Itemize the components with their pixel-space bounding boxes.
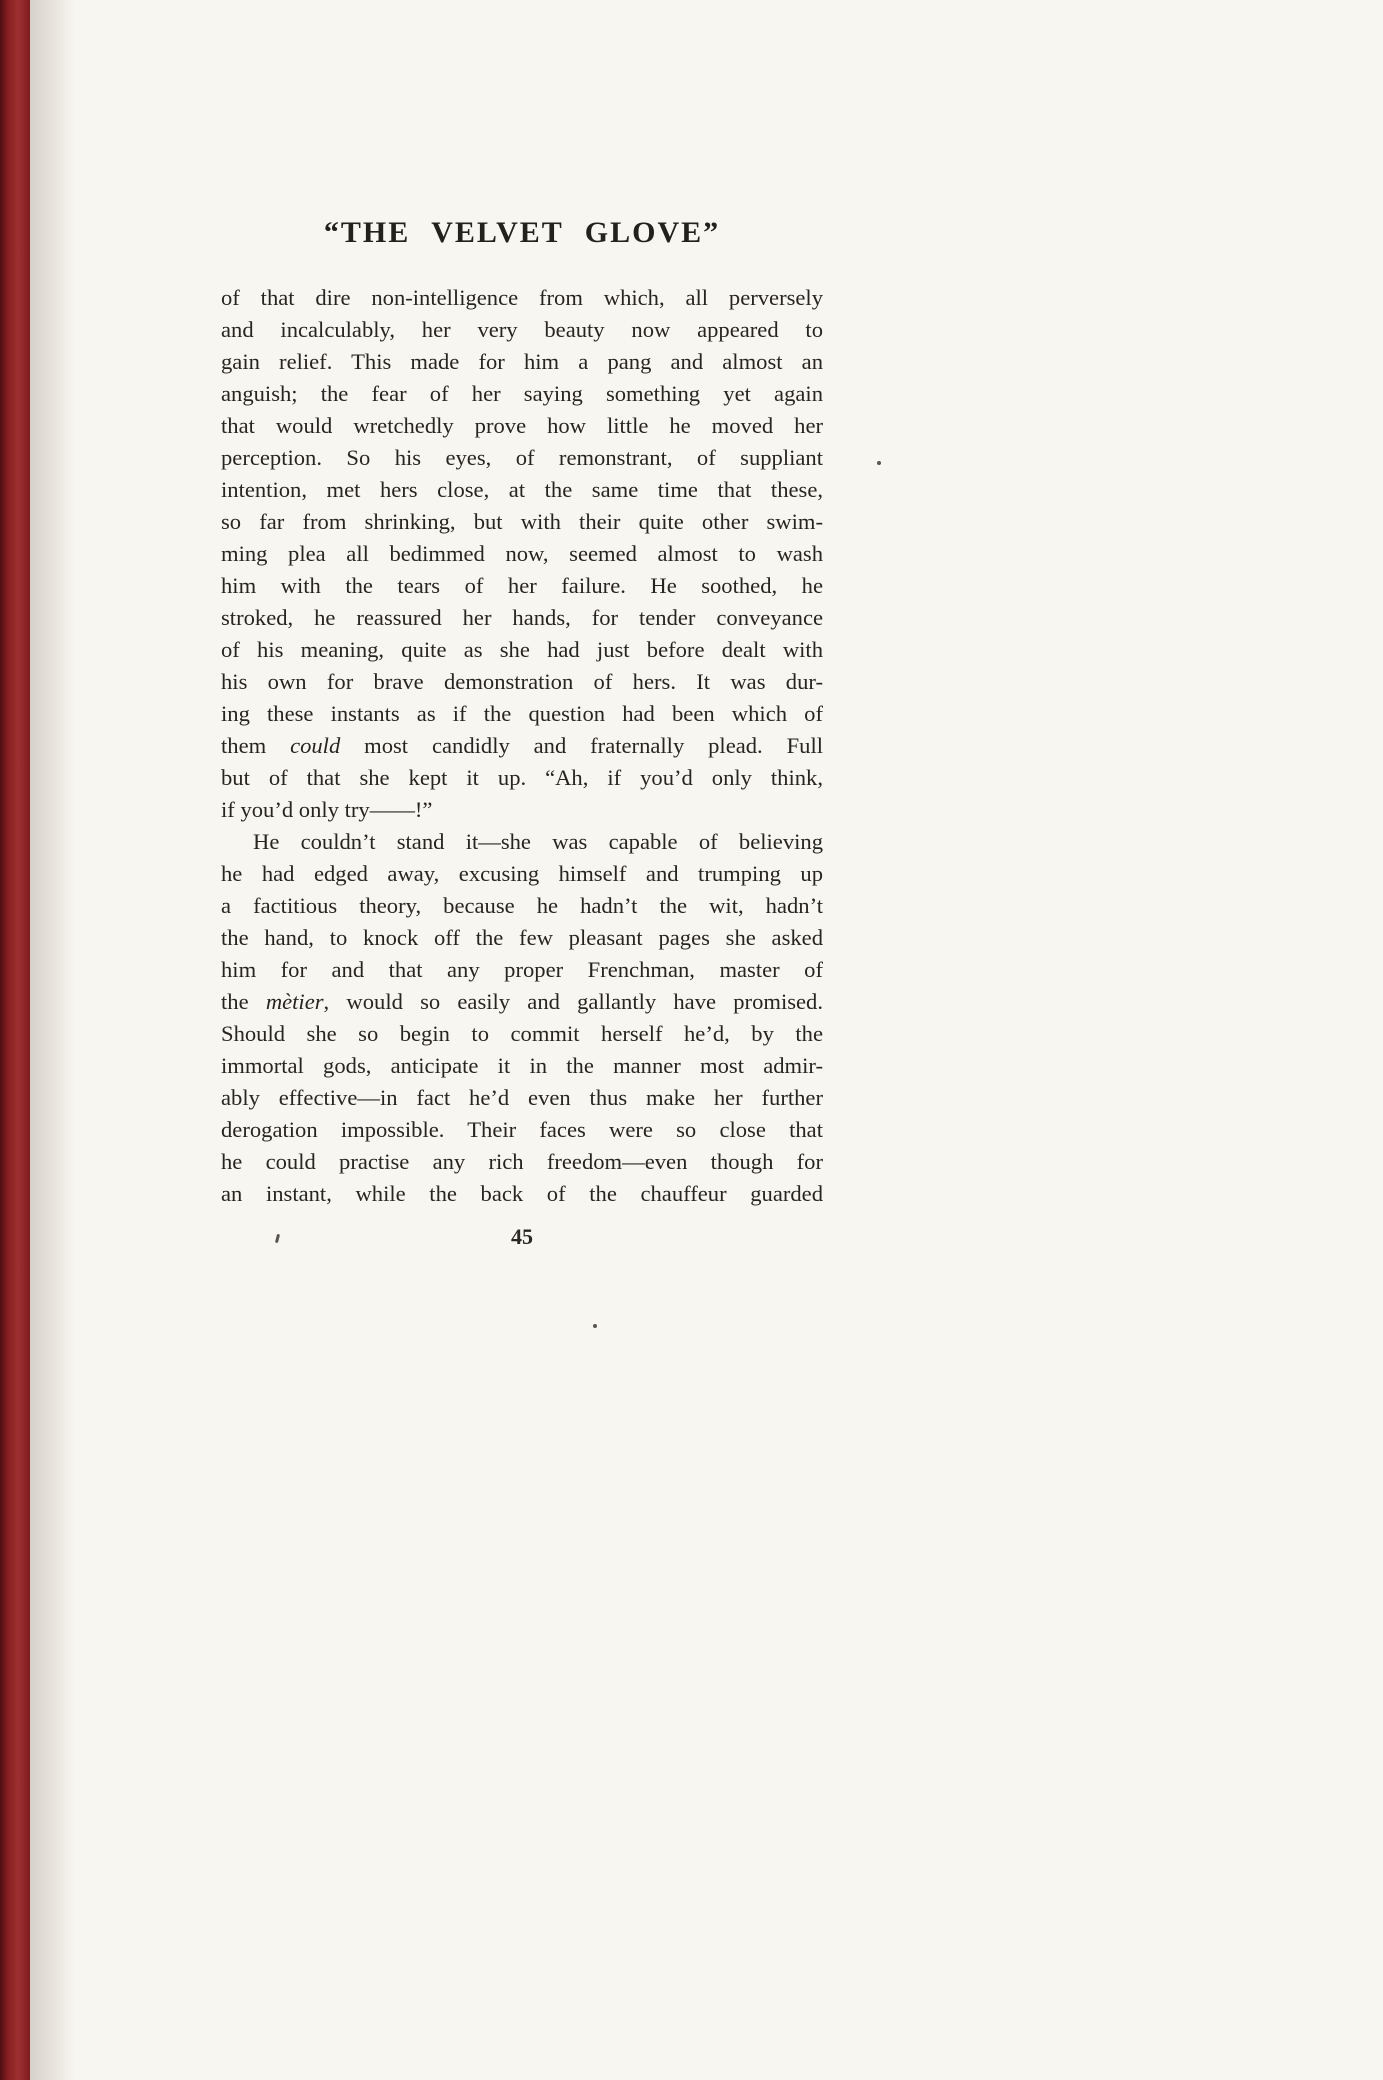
page-number: 45: [511, 1224, 533, 1249]
text-line: the mètier, would so easily and gallantly have promised.: [221, 989, 823, 1014]
text-line: an instant, while the back of the chauffeur guarded: [221, 1181, 823, 1206]
text-line: of that dire non-intelligence from which, all perversely: [221, 285, 823, 310]
text-line: stroked, he reassured her hands, for tender conveyance: [221, 605, 823, 630]
page-title: “THE VELVET GLOVE”: [323, 216, 721, 249]
text-line: him with the tears of her failure. He soothed, he: [221, 573, 823, 598]
book-spine-edge: [0, 0, 30, 2080]
text-line: anguish; the fear of her saying something yet again: [221, 381, 823, 406]
text-line: a factitious theory, because he hadn’t the wit, hadn’t: [221, 893, 823, 918]
text-line: Should she so begin to commit herself he’d, by the: [221, 1021, 823, 1046]
text-line: perception. So his eyes, of remonstrant, of suppliant: [221, 445, 823, 470]
text-line: He couldn’t stand it—she was capable of believing: [253, 829, 823, 854]
scan-speck: [877, 461, 881, 465]
text-line: derogation impossible. Their faces were so close that: [221, 1117, 823, 1142]
body-text: [221, 282, 823, 1210]
paragraph: [221, 282, 823, 826]
text-line: he could practise any rich freedom—even though for: [221, 1149, 823, 1174]
spine-shadow: [30, 0, 76, 2080]
text-line: that would wretchedly prove how little he moved her: [221, 413, 823, 438]
text-line: ming plea all bedimmed now, seemed almost to wash: [221, 541, 823, 566]
text-line: immortal gods, anticipate it in the manner most admir-: [221, 1053, 823, 1078]
text-line: and incalculably, her very beauty now appeared to: [221, 317, 823, 342]
text-line: of his meaning, quite as she had just before dealt with: [221, 637, 823, 662]
page-scan-text-block: [221, 216, 823, 1210]
text-line: if you’d only try——!”: [221, 797, 433, 822]
text-line: ably effective—in fact he’d even thus make her further: [221, 1085, 823, 1110]
text-line: he had edged away, excusing himself and trumping up: [221, 861, 823, 886]
text-line: the hand, to knock off the few pleasant pages she asked: [221, 925, 823, 950]
text-line: intention, met hers close, at the same time that these,: [221, 477, 823, 502]
text-line: but of that she kept it up. “Ah, if you’d only think,: [221, 765, 823, 790]
scan-speck: [593, 1324, 597, 1328]
text-line: his own for brave demonstration of hers. It was dur-: [221, 669, 823, 694]
text-line: him for and that any proper Frenchman, master of: [221, 957, 823, 982]
text-line: gain relief. This made for him a pang and almost an: [221, 349, 823, 374]
text-line: so far from shrinking, but with their quite other swim-: [221, 509, 823, 534]
text-line: ing these instants as if the question had been which of: [221, 701, 823, 726]
paragraph: [221, 826, 823, 1210]
text-line: them could most candidly and fraternally plead. Full: [221, 733, 823, 758]
